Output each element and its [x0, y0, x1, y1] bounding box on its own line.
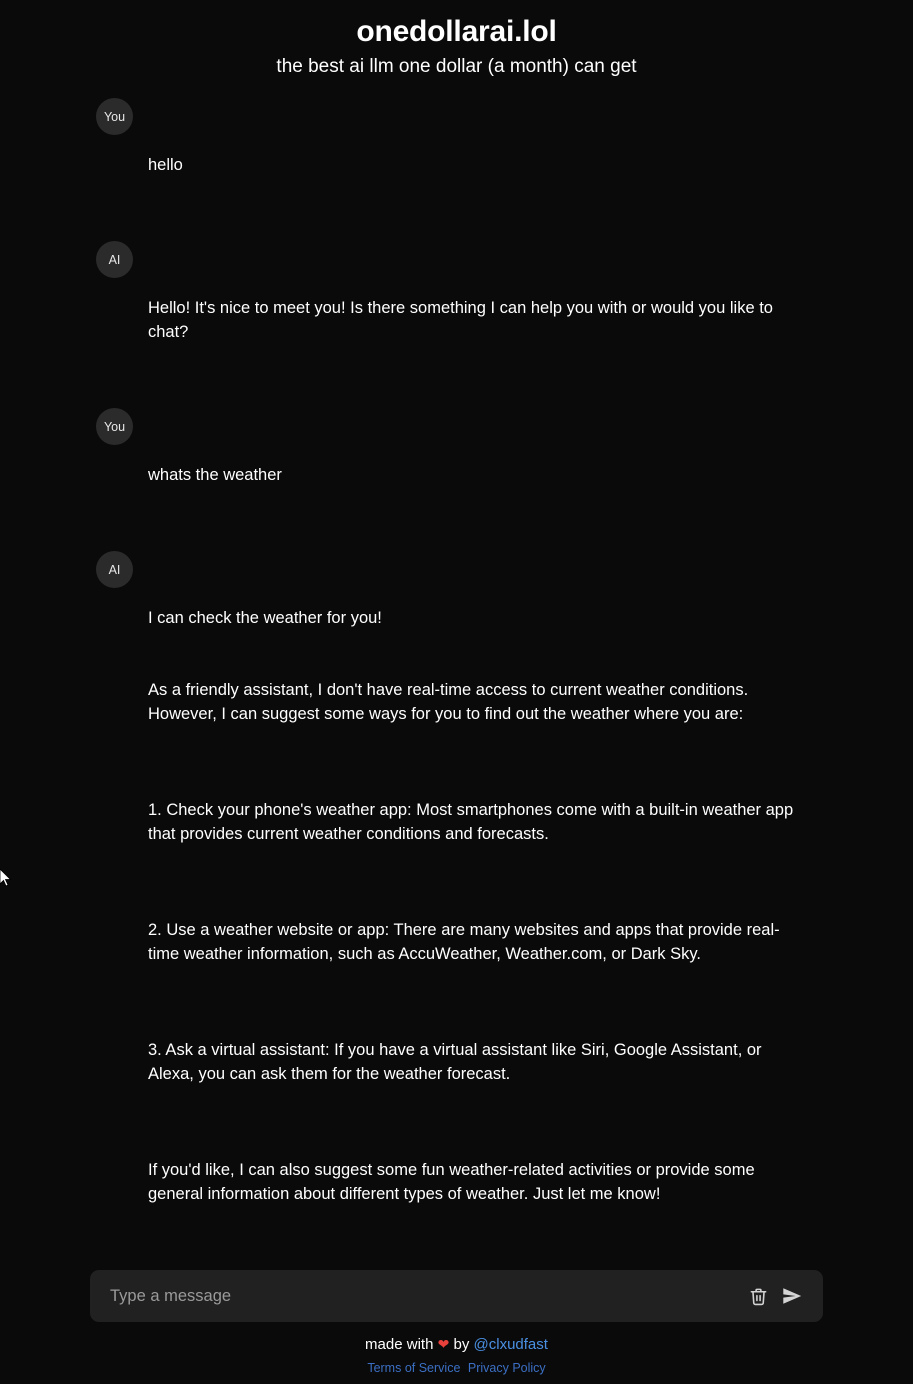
- chat-transcript[interactable]: [0, 80, 913, 1270]
- avatar: You: [96, 408, 133, 445]
- message-text: [148, 241, 808, 392]
- message-paragraph: whats the weather: [148, 466, 282, 484]
- terms-of-service-link[interactable]: Terms of Service: [367, 1361, 461, 1375]
- legal-links: [0, 1360, 913, 1376]
- site-header: [0, 0, 913, 80]
- message-paragraph: 2. Use a weather website or app: There are many websites and apps that provide real-time weather information, such as AccuWeather, Weather.com, or Dark Sky.: [148, 921, 780, 963]
- message-paragraph: 1. Check your phone's weather app: Most smartphones come with a built-in weather app that provides current weather conditions and forecasts.: [148, 801, 798, 843]
- chat-message-ai: [96, 551, 823, 1254]
- composer[interactable]: [90, 1270, 823, 1322]
- avatar: AI: [96, 241, 133, 278]
- made-with-label: made with: [365, 1336, 434, 1353]
- message-paragraph: If you'd like, I can also suggest some fun weather-related activities or provide some general information about different types of weather. Just let me know!: [148, 1161, 760, 1203]
- composer-container: [0, 1270, 913, 1322]
- chat-message-user: [96, 98, 823, 225]
- site-footer: [0, 1322, 913, 1384]
- message-text: [148, 98, 185, 225]
- message-text: [148, 408, 282, 535]
- credit-line: [0, 1334, 913, 1355]
- avatar: AI: [96, 551, 133, 588]
- privacy-policy-link[interactable]: Privacy Policy: [467, 1361, 546, 1375]
- message-input[interactable]: [108, 1286, 741, 1307]
- message-paragraph: hello: [148, 156, 183, 174]
- message-paragraph: Hello! It's nice to meet you! Is there something I can help you with or would you like to chat?: [148, 299, 778, 341]
- page-tagline: the best ai llm one dollar (a month) can get: [276, 56, 637, 77]
- by-label: by: [453, 1336, 470, 1353]
- chat-message-user: [96, 408, 823, 535]
- send-icon[interactable]: [775, 1279, 809, 1313]
- message-paragraph: 3. Ask a virtual assistant: If you have a virtual assistant like Siri, Google Assistant, or Alexa, you can ask them for the weather forecast.: [148, 1041, 766, 1083]
- chat-message-ai: [96, 241, 823, 392]
- heart-icon: ❤: [437, 1336, 450, 1352]
- message-text: [148, 551, 808, 1254]
- message-paragraph: I can check the weather for you!: [148, 609, 382, 627]
- avatar: You: [96, 98, 133, 135]
- page-title: onedollarai.lol: [356, 15, 557, 48]
- author-handle-link[interactable]: @clxudfast: [473, 1336, 548, 1353]
- message-paragraph: As a friendly assistant, I don't have real-time access to current weather conditions. However, I can suggest some ways for you to find out the weather where you are:: [148, 681, 753, 723]
- trash-icon[interactable]: [741, 1279, 775, 1313]
